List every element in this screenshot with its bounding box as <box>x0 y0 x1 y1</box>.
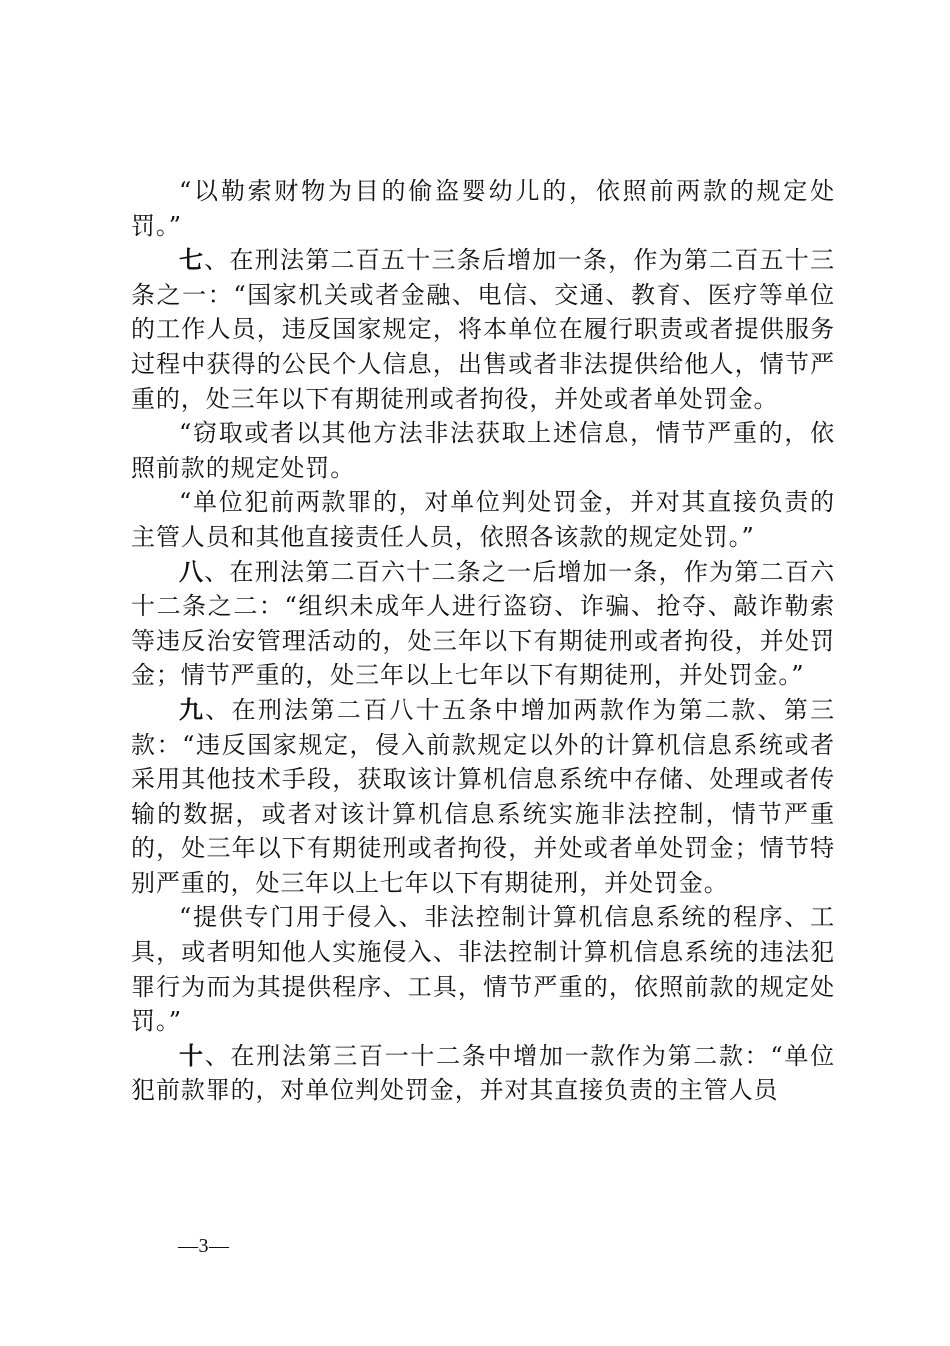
paragraph-3 <box>131 416 835 485</box>
paragraph-1 <box>131 174 835 243</box>
paragraph-6-text: 、在刑法第二百八十五条中增加两款作为第二款、第三款：“违反国家规定，侵入前款规定以外的计算机信息系统或者采用其他技术手段，获取该计算机信息系统中存储、处理或者传输的数据，或者对该计算机信息系统实施非法控制，情节严重的，处三年以下有期徒刑或者拘役，并处或者单处罚金；情节特别严重的，处三年以上七年以下有期徒刑，并处罚金。 <box>131 695 835 897</box>
paragraph-2-text: 、在刑法第二百五十三条后增加一条，作为第二百五十三条之一：“国家机关或者金融、电信、交通、教育、医疗等单位的工作人员，违反国家规定，将本单位在履行职责或者提供服务过程中获得的公民个人信息，出售或者非法提供给他人，情节严重的，处三年以下有期徒刑或者拘役，并处或者单处罚金。 <box>131 246 835 413</box>
paragraph-6 <box>131 693 835 901</box>
paragraph-3-text: “窃取或者以其他方法非法获取上述信息，情节严重的，依照前款的规定处罚。 <box>131 419 835 482</box>
paragraph-5 <box>131 555 835 693</box>
paragraph-8-lead: 十 <box>179 1040 205 1070</box>
page-number: —3— <box>178 1235 230 1257</box>
paragraph-1-text: “以勒索财物为目的偷盗婴幼儿的，依照前两款的规定处罚。” <box>131 177 835 240</box>
paragraph-6-lead: 九 <box>179 694 206 724</box>
paragraph-2-lead: 七 <box>179 245 205 275</box>
paragraph-5-text: 、在刑法第二百六十二条之一后增加一条，作为第二百六十二条之二：“组织未成年人进行盗窃、诈骗、抢夺、敲诈勒索等违反治安管理活动的，处三年以下有期徒刑或者拘役，并处罚金；情节严重的，处三年以上七年以下有期徒刑，并处罚金。” <box>131 557 835 690</box>
paragraph-7 <box>131 900 835 1038</box>
paragraph-5-lead: 八 <box>179 556 205 586</box>
paragraph-4-text: “单位犯前两款罪的，对单位判处罚金，并对其直接负责的主管人员和其他直接责任人员，依照各该款的规定处罚。” <box>131 488 835 551</box>
document-body <box>131 174 835 1108</box>
paragraph-2 <box>131 243 835 416</box>
paragraph-8-text: 、在刑法第三百一十二条中增加一款作为第二款：“单位犯前款罪的，对单位判处罚金，并对其直接负责的主管人员 <box>131 1041 835 1105</box>
paragraph-8 <box>131 1039 835 1108</box>
paragraph-4 <box>131 485 835 554</box>
paragraph-7-text: “提供专门用于侵入、非法控制计算机信息系统的程序、工具，或者明知他人实施侵入、非法控制计算机信息系统的违法犯罪行为而为其提供程序、工具，情节严重的，依照前款的规定处罚。” <box>131 903 835 1036</box>
